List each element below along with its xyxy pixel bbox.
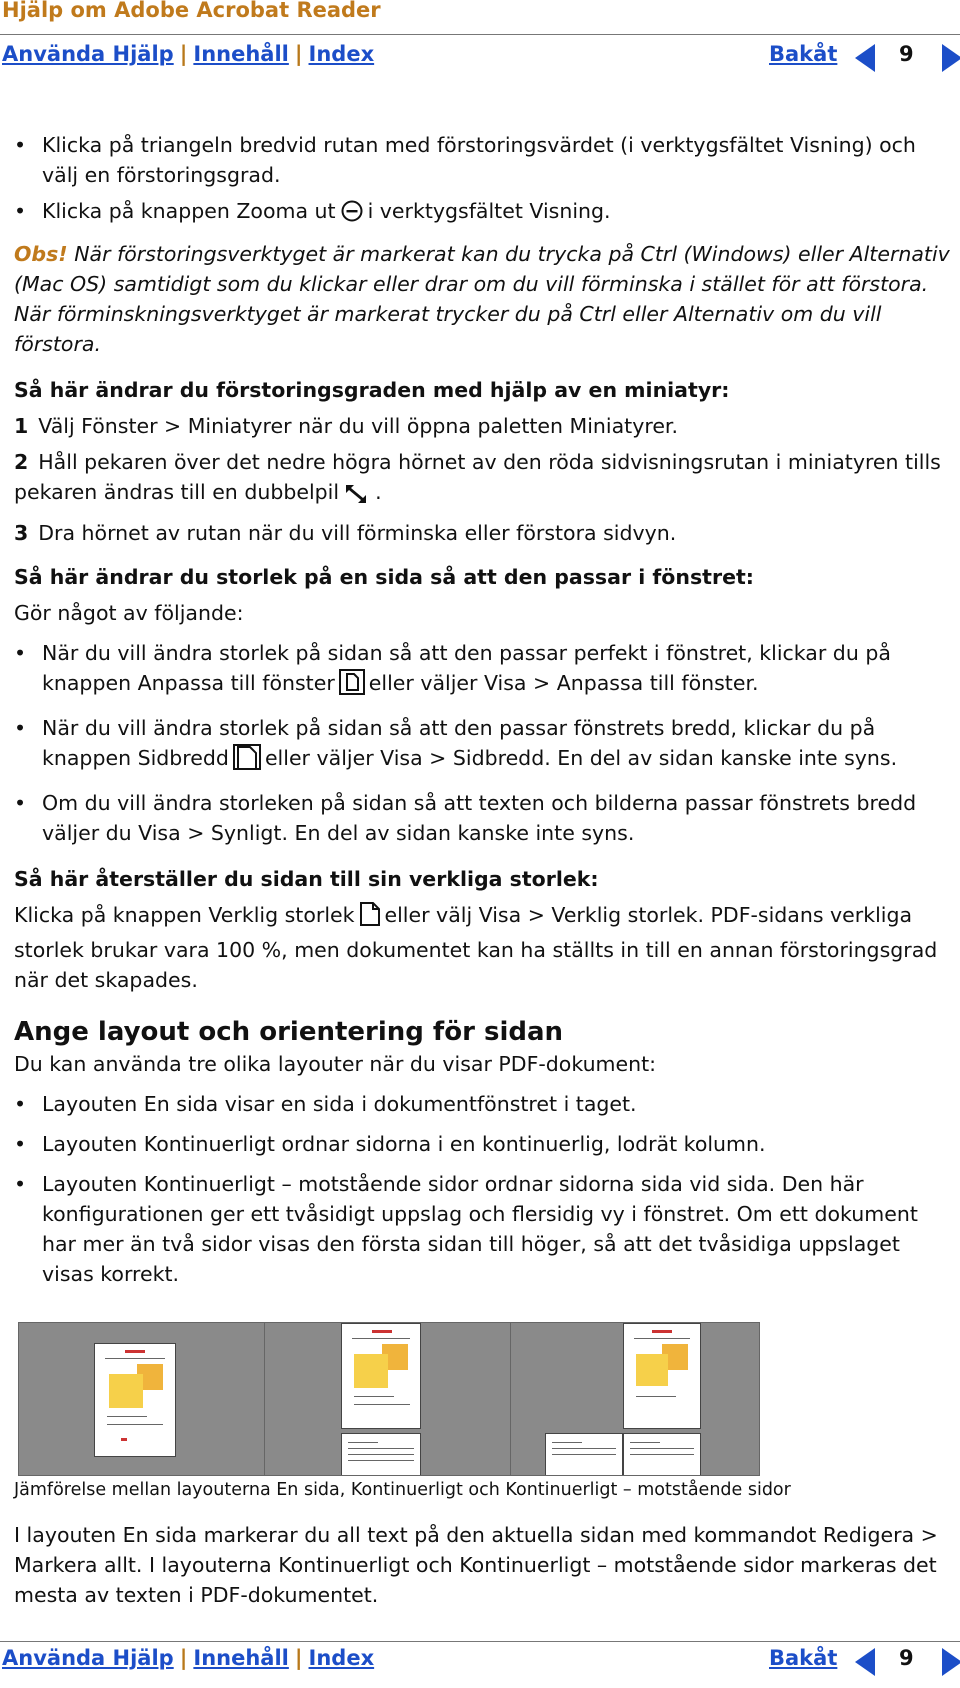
contents-link[interactable]: Innehåll (193, 42, 289, 66)
note: Obs! När förstoringsverktyget är markerat kan du trycka på Ctrl (Windows) eller Alternativ (Mac OS) samtidigt som du klickar eller drar om du vill förminska i stället för att förstora. När förminskningsverktyget är markerat trycker du på Ctrl eller Alternativ om du vill förstora. (14, 242, 950, 356)
index-link[interactable]: Index (308, 42, 375, 66)
continuous-facing-layout-image (510, 1322, 760, 1476)
step: 1 Välj Fönster > Miniatyrer när du vill öppna paletten Miniatyrer. (14, 414, 678, 438)
contents-link[interactable]: Innehåll (193, 1646, 289, 1670)
step: 3 Dra hörnet av rutan när du vill förminska eller förstora sidvyn. (14, 521, 677, 545)
top-navbar (2, 42, 958, 78)
single-page-layout-image (18, 1322, 268, 1476)
page-number: 9 (899, 1646, 914, 1670)
paragraph: Du kan använda tre olika layouter när du visar PDF-dokument: (14, 1052, 657, 1076)
actual-size-icon (359, 901, 381, 935)
using-help-link[interactable]: Använda Hjälp (2, 42, 174, 66)
nav-separator: | (294, 1646, 303, 1670)
section-heading: Så här ändrar du storlek på en sida så att den passar i fönstret: (14, 565, 754, 589)
step: 2 Håll pekaren över det nedre högra hörnet av den röda sidvisningsrutan i miniatyren tills pekaren ändras till en dubbelpil . (14, 447, 958, 512)
paragraph: Gör något av följande: (14, 601, 244, 625)
back-link[interactable]: Bakåt (769, 1646, 838, 1670)
next-page-arrow-icon[interactable] (942, 44, 960, 72)
paragraph: I layouten En sida markerar du all text på den aktuella sidan med kommandot Redigera > Markera allt. I layouterna Kontinuerligt och Kontinuerligt – motstående sidor markeras det mesta av texten i PDF-dokumentet. (14, 1523, 938, 1607)
previous-page-arrow-icon[interactable] (855, 44, 875, 72)
previous-page-arrow-icon[interactable] (855, 1648, 875, 1676)
back-link[interactable]: Bakåt (769, 42, 838, 66)
list-item: • När du vill ändra storlek på sidan så att den passar perfekt i fönstret, klickar du på knappen Anpassa till fönster eller väljer Visa > Anpassa till fönster. (14, 638, 958, 703)
fit-width-icon (233, 744, 261, 778)
page-number: 9 (899, 42, 914, 66)
next-page-arrow-icon[interactable] (942, 1648, 960, 1676)
bottom-navbar (2, 1646, 958, 1682)
list-item: • Layouten Kontinuerligt ordnar sidorna i en kontinuerlig, lodrät kolumn. (14, 1129, 958, 1159)
list-item: • När du vill ändra storlek på sidan så att den passar fönstrets bredd, klickar du på knappen Sidbredd eller väljer Visa > Sidbredd. En del av sidan kanske inte syns. (14, 713, 958, 778)
top-nav-links (2, 42, 374, 66)
section-title: Ange layout och orientering för sidan (14, 1017, 564, 1047)
nav-separator: | (179, 1646, 188, 1670)
main-content (14, 130, 958, 1289)
double-arrow-icon (343, 482, 371, 512)
app-title: Hjälp om Adobe Acrobat Reader (2, 0, 381, 22)
list-item: • Om du vill ändra storleken på sidan så att texten och bilderna passar fönstrets bredd väljer du Visa > Synligt. En del av sidan kanske inte syns. (14, 788, 958, 848)
list-item: • Klicka på knappen Zooma ut i verktygsfältet Visning. (14, 196, 958, 231)
list-item: • Klicka på triangeln bredvid rutan med förstoringsvärdet (i verktygsfältet Visning) och välj en förstoringsgrad. (14, 130, 958, 190)
fit-page-icon (339, 669, 365, 703)
list-item: • Layouten Kontinuerligt – motstående sidor ordnar sidorna sida vid sida. Den här konfigurationen ger ett tvåsidigt uppslag och flersidig vy i fönstret. Om ett dokument har mer än två sidor visas den första sidan till höger, så att det tvåsidiga uppslaget visas korrekt. (14, 1169, 958, 1289)
index-link[interactable]: Index (308, 1646, 375, 1670)
section-heading: Så här återställer du sidan till sin verkliga storlek: (14, 867, 599, 891)
section-heading: Så här ändrar du förstoringsgraden med hjälp av en miniatyr: (14, 378, 730, 402)
nav-separator: | (179, 42, 188, 66)
layout-comparison-figures (18, 1322, 958, 1474)
zoom-out-icon (340, 199, 364, 231)
continuous-layout-image (264, 1322, 514, 1476)
figure-caption: Jämförelse mellan layouterna En sida, Kontinuerligt och Kontinuerligt – motstående sidor (14, 1480, 791, 1500)
note-label: Obs! (14, 242, 68, 266)
paragraph: Klicka på knappen Verklig storlek eller välj Visa > Verklig storlek. PDF-sidans verkliga storlek brukar vara 100 %, men dokumentet kan ha ställts in till en annan förstoringsgrad när det skapades. (14, 903, 938, 992)
bottom-nav-links (2, 1646, 374, 1670)
nav-separator: | (294, 42, 303, 66)
header-rule (0, 34, 960, 35)
using-help-link[interactable]: Använda Hjälp (2, 1646, 174, 1670)
list-item: • Layouten En sida visar en sida i dokumentfönstret i taget. (14, 1089, 958, 1119)
footer-rule (0, 1641, 960, 1642)
